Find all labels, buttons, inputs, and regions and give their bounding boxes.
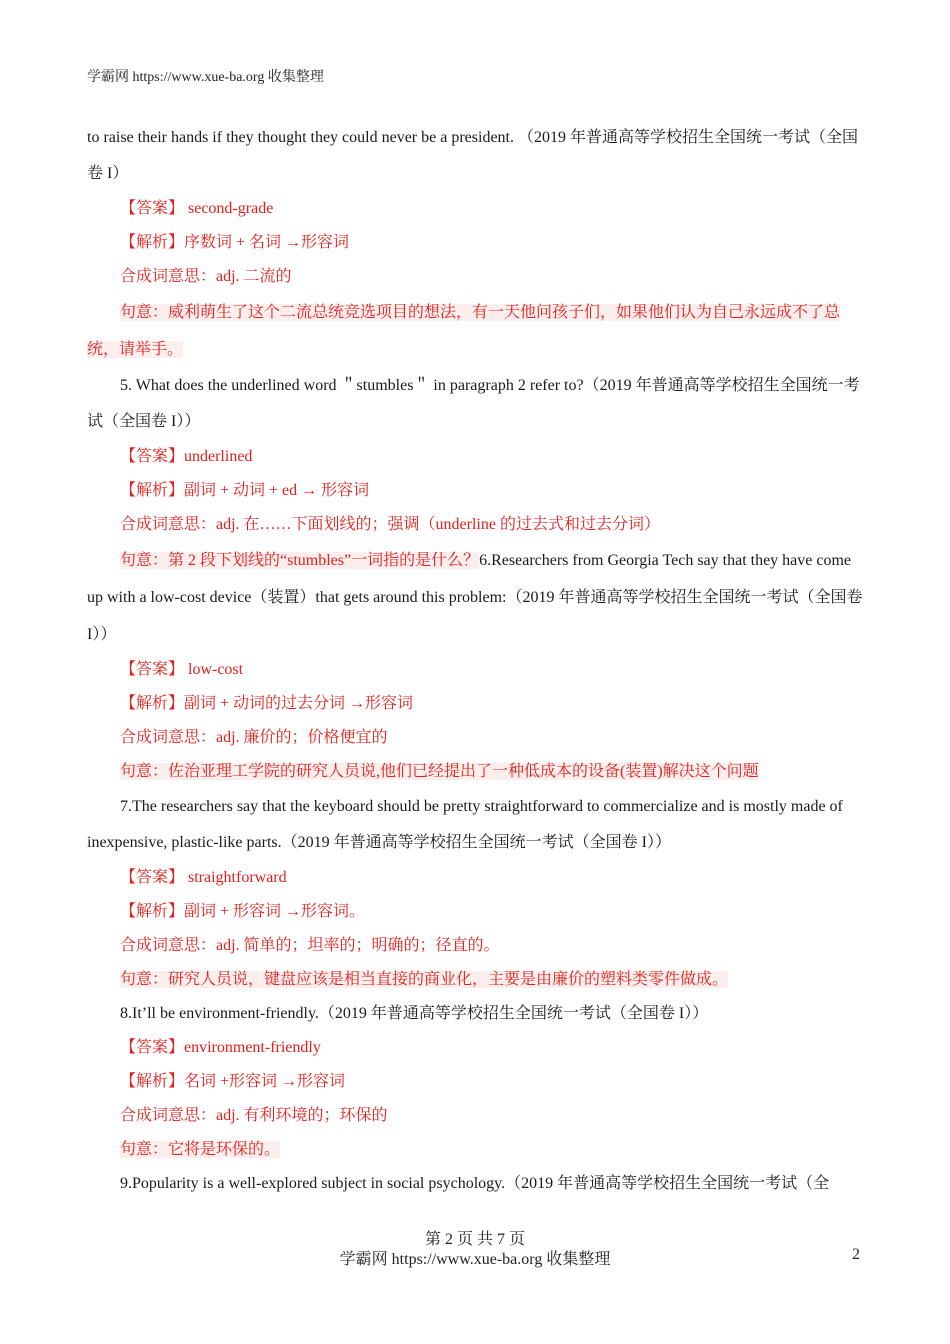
question-line: 7.The researchers say that the keyboard should be pretty straightforward to commercialize and is mostly made of inexpensive, plastic-like parts.（2019 年普通高等学校招生全国统一考试（全国卷 I）） <box>87 798 843 851</box>
translation-line: 句意：它将是环保的。 <box>120 1141 281 1158</box>
analysis-line: 【解析】副词 + 形容词 →形容词。 <box>120 903 366 920</box>
translation-line: 句意：威利萌生了这个二流总统竞选项目的想法，有一天他问孩子们，如果他们认为自己永远成不了总统，请举手。 <box>87 304 841 358</box>
footer-site: 学霸网 https://www.xue-ba.org 收集整理 <box>339 1251 611 1268</box>
translation-with-question-line: 句意：第 2 段下划线的“stumbles”一词指的是什么？6.Researchers from Georgia Tech say that they have come up with a low-cost device（装置）that gets around this problem:（2019 年普通高等学校招生全国统一考试（全国卷 I）） <box>87 552 863 643</box>
question-line: 9.Popularity is a well-explored subject in social psychology.（2019 年普通高等学校招生全国统一考试（全 <box>120 1175 830 1192</box>
meaning-line: 合成词意思：adj. 在……下面划线的；强调（underline 的过去式和过去分词） <box>120 516 660 533</box>
question-line: 8.It’ll be environment-friendly.（2019 年普通高等学校招生全国统一考试（全国卷 I）） <box>120 1005 709 1022</box>
translation-line: 句意：研究人员说，键盘应该是相当直接的商业化，主要是由廉价的塑料类零件做成。 <box>120 971 729 988</box>
answer-line: 【答案】 low-cost <box>120 661 244 678</box>
analysis-line: 【解析】名词 +形容词 →形容词 <box>120 1073 346 1090</box>
question-line: to raise their hands if they thought they could never be a president. （2019 年普通高等学校招生全国统一考试（全国卷 I） <box>87 129 858 182</box>
analysis-line: 【解析】副词 + 动词 + ed → 形容词 <box>120 482 370 499</box>
translation-line: 句意：佐治亚理工学院的研究人员说,他们已经提出了一种低成本的设备(装置)解决这个问题 <box>120 763 759 780</box>
meaning-line: 合成词意思：adj. 简单的；坦率的；明确的；径直的。 <box>120 937 500 954</box>
answer-line: 【答案】underlined <box>120 448 253 465</box>
page-number: 2 <box>852 1246 860 1263</box>
meaning-line: 合成词意思：adj. 二流的 <box>120 268 292 285</box>
meaning-line: 合成词意思：adj. 廉价的；价格便宜的 <box>120 729 388 746</box>
question-line: 5. What does the underlined word ＂stumbles＂ in paragraph 2 refer to?（2019 年普通高等学校招生全国统一考试（全国卷 I）） <box>87 377 860 430</box>
meaning-line: 合成词意思：adj. 有利环境的；环保的 <box>120 1107 388 1124</box>
analysis-line: 【解析】副词 + 动词的过去分词 →形容词 <box>120 695 414 712</box>
answer-line: 【答案】environment-friendly <box>120 1039 321 1056</box>
answer-line: 【答案】 second-grade <box>120 200 274 217</box>
page-info: 第 2 页 共 7 页 <box>424 1231 525 1248</box>
answer-line: 【答案】 straightforward <box>120 869 287 886</box>
analysis-line: 【解析】序数词 + 名词 →形容词 <box>120 234 350 251</box>
document-body <box>87 120 864 1201</box>
page-header: 学霸网 https://www.xue-ba.org 收集整理 <box>87 70 324 85</box>
